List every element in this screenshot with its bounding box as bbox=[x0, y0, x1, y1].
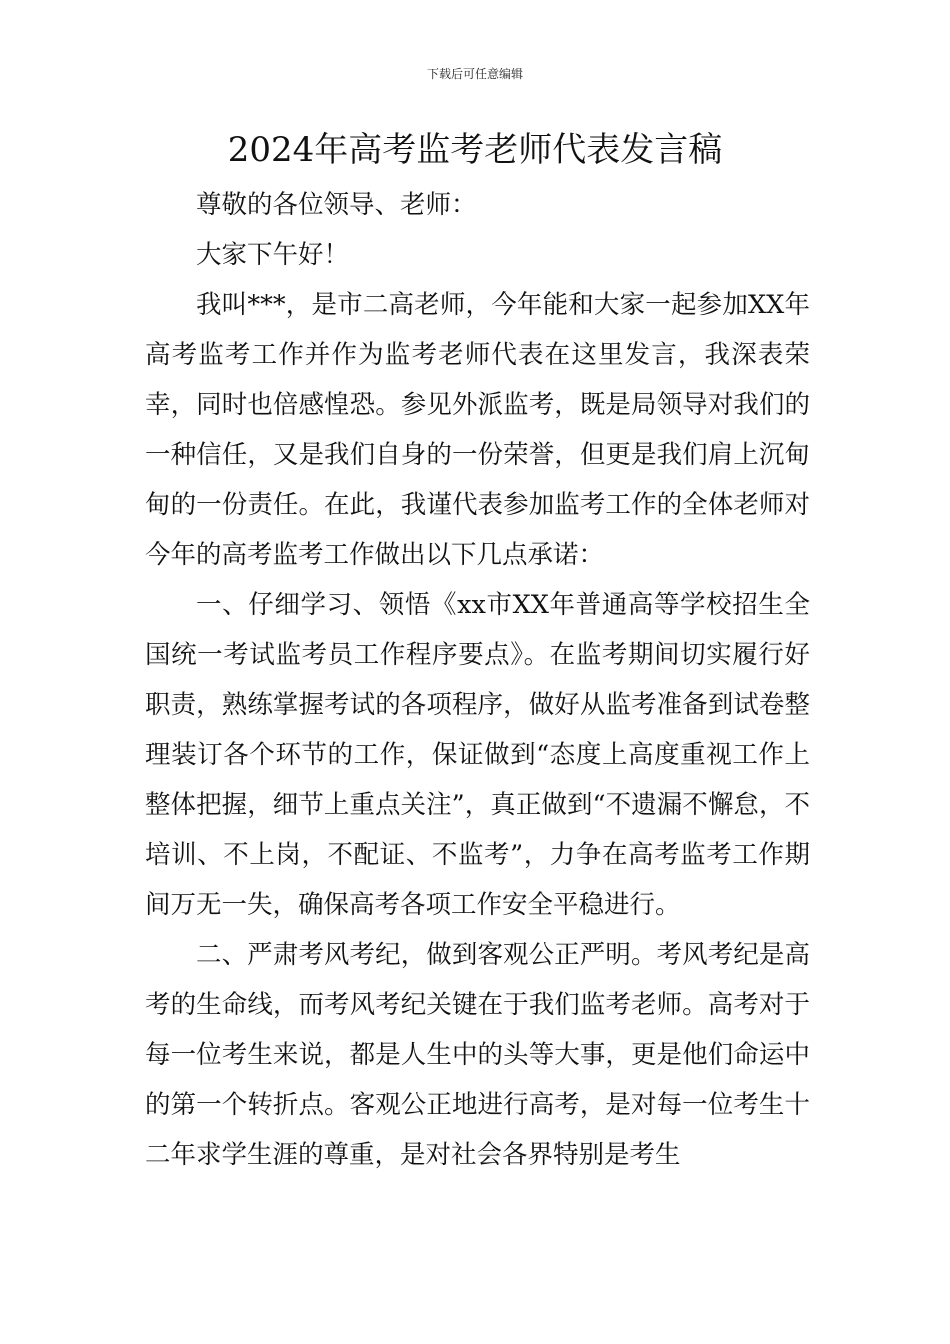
document-body bbox=[145, 146, 810, 1180]
document-title: 2024年高考监考老师代表发言稿 bbox=[227, 130, 723, 170]
salutation-paragraph: 尊敬的各位领导、老师： bbox=[196, 190, 477, 220]
header-note: 下载后可任意编辑 bbox=[426, 67, 523, 81]
commitment-two-paragraph: 二、严肃考风考纪，做到客观公正严明。考风考纪是高考的生命线，而考风考纪关键在于我们监考老师。高考对于每一位考生来说，都是人生中的头等大事，更是他们命运中的第一个转折点。客观公正地进行高考，是对每一位考生十二年求学生涯的尊重，是对社会各界特别是考生 bbox=[145, 940, 810, 1170]
intro-paragraph: 我叫***，是市二高老师，今年能和大家一起参加XX年高考监考工作并作为监考老师代表在这里发言，我深表荣幸，同时也倍感惶恐。参见外派监考，既是局领导对我们的一种信任，又是我们自身的一份荣誉，但更是我们肩上沉甸甸的一份责任。在此，我谨代表参加监考工作的全体老师对今年的高考监考工作做出以下几点承诺： bbox=[145, 290, 810, 570]
greeting-paragraph: 大家下午好！ bbox=[196, 240, 350, 270]
commitment-one-paragraph: 一、仔细学习、领悟《xx市XX年普通高等学校招生全国统一考试监考员工作程序要点》。在监考期间切实履行好职责，熟练掌握考试的各项程序，做好从监考准备到试卷整理装订各个环节的工作，保证做到“态度上高度重视工作上整体把握，细节上重点关注”，真正做到“不遗漏不懈怠，不培训、不上岗，不配证、不监考”，力争在高考监考工作期间万无一失，确保高考各项工作安全平稳进行。 bbox=[145, 590, 810, 920]
